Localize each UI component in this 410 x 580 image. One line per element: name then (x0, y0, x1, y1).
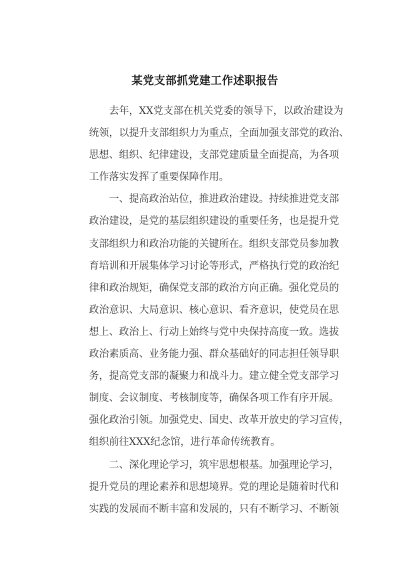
paragraph-line: 实践的发展而不断丰富和发展的，只有不断学习、不断领 (89, 503, 339, 515)
paragraph-line: 想上、政治上、行动上始终与党中央保持高度一致。选拔 (89, 326, 339, 338)
paragraph-line: 政治素质高、业务能力强、群众基础好的同志担任领导职 (89, 349, 339, 361)
paragraph-line: 政治建设，是党的基层组织建设的重要任务，也是提升党 (89, 216, 339, 228)
paragraph-line: 一、提高政治站位，推进政治建设。持续推进党支部 (109, 194, 339, 206)
document-body (89, 101, 354, 521)
paragraph-line: 组织前往XXX纪念馆，进行革命传统教育。 (89, 437, 281, 449)
paragraph-line: 务，提高党支部的凝聚力和战斗力。建立健全党支部学习 (89, 371, 339, 383)
document-title: 某党支部抓党建工作述职报告 (131, 74, 279, 87)
paragraph-line: 制度、会议制度、考核制度等，确保各项工作有序开展。 (89, 393, 339, 405)
paragraph-line: 律和政治规矩，确保党支部的政治方向正确。强化党员的 (89, 282, 339, 294)
paragraph-line: 政治意识、大局意识、核心意识、看齐意识，使党员在思 (89, 304, 339, 316)
paragraph-line: 统领，以提升支部组织力为重点，全面加强支部党的政治、 (89, 128, 349, 140)
paragraph-line: 思想、组织、纪律建设，支部党建质量全面提高，为各项 (89, 150, 339, 162)
paragraph-line: 去年，XX党支部在机关党委的领导下，以政治建设为 (109, 106, 344, 117)
paragraph-line: 二、深化理论学习，筑牢思想根基。加强理论学习， (109, 459, 339, 471)
paragraph-line: 强化政治引领。加强党史、国史、改革开放史的学习宣传， (89, 415, 349, 427)
paragraph-line: 育培训和开展集体学习讨论等形式，严格执行党的政治纪 (89, 260, 339, 272)
paragraph-line: 提升党员的理论素养和思想境界。党的理论是随着时代和 (89, 481, 339, 493)
paragraph-line: 支部组织力和政治功能的关键所在。组织支部党员参加教 (89, 238, 339, 250)
paragraph-line: 工作落实发挥了重要保障作用。 (89, 172, 229, 184)
